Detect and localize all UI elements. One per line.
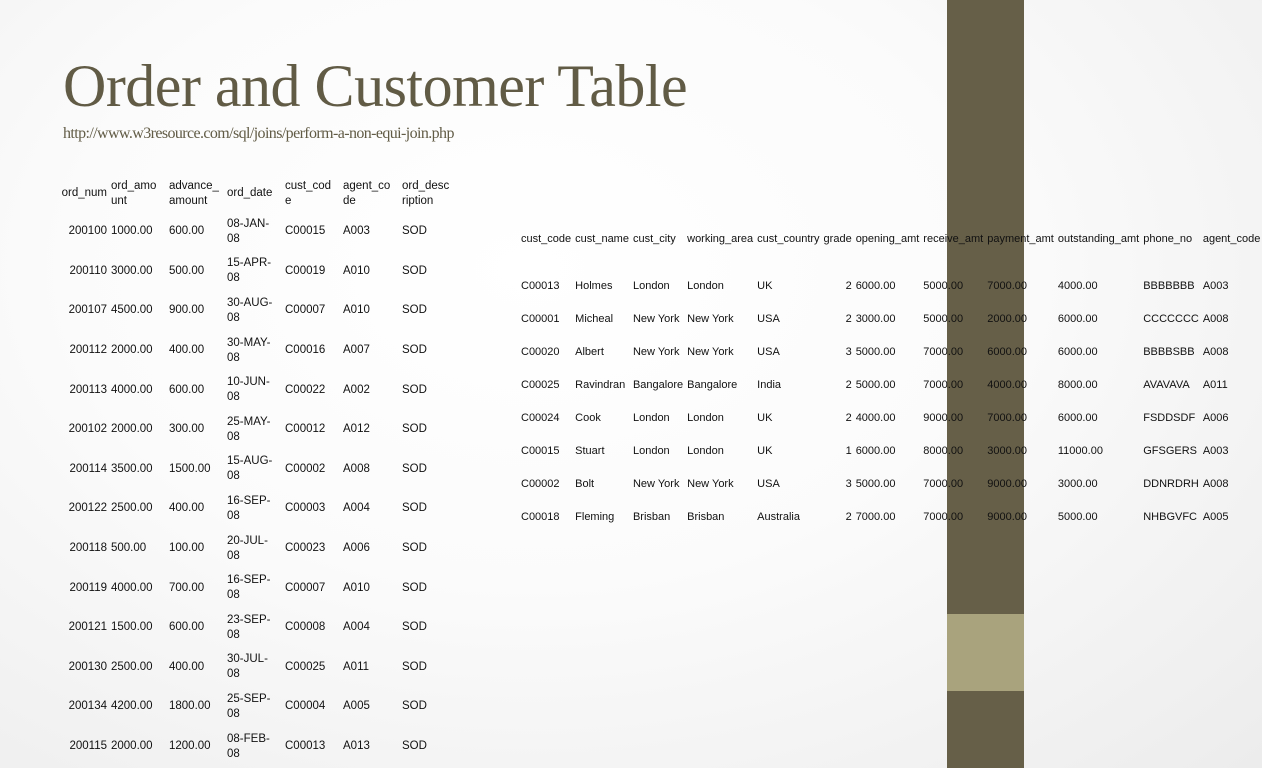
table-cell: 400.00 bbox=[169, 660, 205, 673]
table-cell: 3000.00 bbox=[855, 313, 896, 326]
order-row bbox=[50, 648, 459, 688]
table-cell: 1800.00 bbox=[169, 700, 211, 713]
table-cell: 2000.00 bbox=[111, 740, 153, 753]
table-cell: A010 bbox=[343, 264, 370, 277]
table-cell: A012 bbox=[343, 423, 370, 436]
table-cell: 5000.00 bbox=[855, 379, 896, 392]
table-cell: C00025 bbox=[521, 379, 560, 392]
table-cell: 200121 bbox=[68, 621, 107, 634]
table-cell: NHBGVFC bbox=[1143, 511, 1197, 524]
customer-table-body bbox=[519, 270, 1262, 534]
table-cell: 25-SEP-08 bbox=[227, 692, 271, 720]
table-cell: Cook bbox=[575, 412, 601, 425]
table-cell: C00015 bbox=[521, 445, 560, 458]
table-cell: 500.00 bbox=[169, 264, 205, 277]
table-cell: New York bbox=[687, 313, 734, 326]
table-cell: C00013 bbox=[521, 280, 560, 293]
order-row bbox=[50, 331, 459, 371]
table-cell: 200118 bbox=[69, 542, 107, 555]
order-row bbox=[50, 212, 459, 252]
table-cell: 6000.00 bbox=[855, 445, 896, 458]
table-cell: C00003 bbox=[285, 502, 326, 515]
table-cell: A004 bbox=[343, 621, 370, 634]
table-cell: New York bbox=[632, 313, 680, 326]
table-cell: 2 bbox=[845, 412, 852, 425]
table-cell: 8000.00 bbox=[923, 445, 964, 458]
table-cell: SOD bbox=[402, 344, 427, 357]
table-cell: C00015 bbox=[285, 225, 326, 238]
order-table-body bbox=[50, 212, 459, 766]
table-cell: 5000.00 bbox=[855, 478, 896, 491]
table-cell: London bbox=[687, 280, 724, 293]
customer-row bbox=[519, 402, 1262, 435]
table-cell: Micheal bbox=[575, 313, 614, 326]
table-cell: SOD bbox=[402, 225, 427, 238]
order-header-ord-date: ord_date bbox=[227, 187, 273, 199]
table-cell: SOD bbox=[402, 423, 427, 436]
customer-row bbox=[519, 468, 1262, 501]
table-cell: A005 bbox=[1202, 511, 1229, 524]
table-cell: 600.00 bbox=[169, 225, 205, 238]
table-cell: 2 bbox=[845, 511, 852, 524]
table-cell: 4200.00 bbox=[111, 700, 153, 713]
table-cell: A008 bbox=[343, 462, 370, 475]
table-cell: 200113 bbox=[69, 383, 107, 396]
table-cell: London bbox=[632, 280, 670, 293]
table-cell: 3 bbox=[845, 346, 852, 359]
decorative-sidebar-accent bbox=[947, 614, 1024, 691]
table-cell: Ravindran bbox=[575, 379, 626, 392]
table-cell: C00022 bbox=[285, 383, 326, 396]
table-cell: 700.00 bbox=[169, 581, 205, 594]
table-cell: USA bbox=[757, 346, 780, 359]
table-cell: London bbox=[687, 445, 724, 458]
table-cell: 7000.00 bbox=[923, 478, 964, 491]
table-cell: 9000.00 bbox=[923, 412, 964, 425]
table-cell: 4000.00 bbox=[987, 379, 1027, 392]
table-cell: SOD bbox=[402, 660, 427, 673]
table-cell: 9000.00 bbox=[987, 511, 1027, 524]
customer-header-cust-name: cust_name bbox=[575, 232, 629, 245]
table-cell: C00002 bbox=[521, 478, 560, 491]
table-cell: 600.00 bbox=[169, 383, 205, 396]
table-cell: SOD bbox=[402, 542, 427, 555]
table-cell: 200114 bbox=[69, 462, 107, 475]
customer-header-receive-amt: receive_amt bbox=[923, 232, 984, 245]
table-cell: 7000.00 bbox=[855, 511, 896, 524]
table-cell: 25-MAY-08 bbox=[227, 415, 271, 443]
table-cell: 5000.00 bbox=[1057, 511, 1098, 524]
order-row bbox=[50, 489, 459, 529]
table-cell: 1 bbox=[845, 445, 852, 458]
table-cell: C00004 bbox=[285, 700, 326, 713]
table-cell: London bbox=[687, 412, 724, 425]
customer-header-opening-amt: opening_amt bbox=[855, 232, 920, 245]
table-cell: 6000.00 bbox=[1057, 412, 1098, 425]
table-cell: A011 bbox=[343, 660, 370, 673]
table-cell: Bolt bbox=[575, 478, 595, 491]
order-header-agent-code: agent_co de bbox=[343, 179, 391, 207]
table-cell: C00025 bbox=[285, 660, 326, 673]
customer-table bbox=[519, 208, 1262, 534]
customer-row bbox=[519, 270, 1262, 303]
table-cell: 4500.00 bbox=[111, 304, 153, 317]
table-cell: 1500.00 bbox=[169, 462, 211, 475]
customer-table-header-row bbox=[519, 208, 1262, 270]
table-cell: 5000.00 bbox=[855, 346, 896, 359]
table-cell: SOD bbox=[402, 621, 427, 634]
order-table-header-row bbox=[50, 175, 459, 212]
customer-header-phone-no: phone_no bbox=[1143, 232, 1193, 245]
table-cell: 30-AUG-08 bbox=[227, 296, 273, 324]
table-cell: 2500.00 bbox=[111, 502, 153, 515]
customer-row bbox=[519, 369, 1262, 402]
table-cell: 2000.00 bbox=[987, 313, 1027, 326]
table-cell: SOD bbox=[402, 264, 427, 277]
table-cell: New York bbox=[632, 346, 680, 359]
table-cell: A004 bbox=[343, 502, 370, 515]
table-cell: Holmes bbox=[575, 280, 613, 293]
table-cell: 1500.00 bbox=[111, 621, 153, 634]
table-cell: SOD bbox=[402, 700, 427, 713]
order-row bbox=[50, 252, 459, 292]
table-cell: 23-SEP-08 bbox=[227, 613, 271, 641]
table-cell: SOD bbox=[402, 462, 427, 475]
table-cell: UK bbox=[757, 445, 773, 458]
table-cell: 16-SEP-08 bbox=[227, 574, 271, 602]
table-cell: 200119 bbox=[69, 581, 107, 594]
table-cell: A005 bbox=[343, 700, 370, 713]
table-cell: 6000.00 bbox=[1057, 313, 1098, 326]
table-cell: 200107 bbox=[68, 304, 107, 317]
order-row bbox=[50, 450, 459, 490]
table-cell: C00023 bbox=[285, 542, 326, 555]
table-cell: SOD bbox=[402, 383, 427, 396]
table-cell: BBBBBBB bbox=[1143, 280, 1195, 293]
customer-header-cust-country: cust_country bbox=[757, 232, 820, 245]
table-cell: DDNRDRH bbox=[1143, 478, 1199, 491]
table-cell: BBBBSBB bbox=[1143, 346, 1195, 359]
table-cell: 3000.00 bbox=[1057, 478, 1098, 491]
table-cell: C00008 bbox=[285, 621, 326, 634]
table-cell: 4000.00 bbox=[855, 412, 896, 425]
table-cell: CCCCCCC bbox=[1143, 313, 1199, 326]
table-cell: FSDDSDF bbox=[1143, 412, 1196, 425]
table-cell: A006 bbox=[1202, 412, 1229, 425]
table-cell: 200102 bbox=[68, 423, 107, 436]
table-cell: SOD bbox=[402, 740, 427, 753]
table-cell: C00019 bbox=[285, 264, 326, 277]
table-cell: 15-AUG-08 bbox=[227, 455, 273, 483]
table-cell: 6000.00 bbox=[1057, 346, 1098, 359]
table-cell: C00007 bbox=[285, 581, 326, 594]
table-cell: 600.00 bbox=[169, 621, 205, 634]
table-cell: A013 bbox=[343, 740, 370, 753]
table-cell: 200110 bbox=[69, 264, 107, 277]
customer-header-cust-code: cust_code bbox=[521, 232, 572, 245]
order-header-ord-num: ord_num bbox=[61, 187, 107, 199]
customer-header-working-area: working_area bbox=[687, 232, 754, 245]
table-cell: 500.00 bbox=[111, 542, 147, 555]
table-cell: SOD bbox=[402, 581, 427, 594]
table-cell: A011 bbox=[1202, 379, 1228, 392]
table-cell: 400.00 bbox=[169, 502, 205, 515]
table-cell: C00020 bbox=[521, 346, 560, 359]
table-cell: 11000.00 bbox=[1057, 445, 1103, 458]
table-cell: 2 bbox=[845, 379, 852, 392]
customer-header-payment-amt: payment_amt bbox=[987, 232, 1054, 245]
table-cell: C00013 bbox=[285, 740, 326, 753]
table-cell: A008 bbox=[1202, 346, 1229, 359]
order-row bbox=[50, 370, 459, 410]
order-header-advance-amount: advance_ amount bbox=[169, 179, 219, 207]
table-cell: New York bbox=[632, 478, 680, 491]
table-cell: A010 bbox=[343, 304, 370, 317]
table-cell: 5000.00 bbox=[923, 313, 964, 326]
table-cell: 3000.00 bbox=[987, 445, 1027, 458]
order-row bbox=[50, 568, 459, 608]
customer-row bbox=[519, 303, 1262, 336]
table-cell: Albert bbox=[575, 346, 604, 359]
table-cell: USA bbox=[757, 313, 780, 326]
customer-row bbox=[519, 501, 1262, 534]
table-cell: 200112 bbox=[69, 344, 107, 357]
table-cell: 3000.00 bbox=[111, 264, 153, 277]
table-cell: A003 bbox=[1202, 445, 1229, 458]
customer-row bbox=[519, 336, 1262, 369]
table-cell: USA bbox=[757, 478, 780, 491]
table-cell: 2500.00 bbox=[111, 660, 153, 673]
table-cell: 200130 bbox=[68, 660, 107, 673]
slide-title: Order and Customer Table bbox=[63, 53, 688, 119]
table-cell: 7000.00 bbox=[987, 280, 1027, 293]
table-cell: 7000.00 bbox=[923, 346, 964, 359]
table-cell: 8000.00 bbox=[1057, 379, 1098, 392]
table-cell: 15-APR-08 bbox=[227, 257, 272, 285]
table-cell: A008 bbox=[1202, 478, 1229, 491]
table-cell: 100.00 bbox=[169, 542, 205, 555]
table-cell: 7000.00 bbox=[923, 511, 964, 524]
table-cell: A006 bbox=[343, 542, 370, 555]
table-cell: A008 bbox=[1202, 313, 1229, 326]
customer-header-cust-city: cust_city bbox=[632, 232, 676, 245]
table-cell: C00016 bbox=[285, 344, 326, 357]
order-row bbox=[50, 410, 459, 450]
table-cell: 4000.00 bbox=[111, 581, 153, 594]
table-cell: 200134 bbox=[68, 700, 107, 713]
table-cell: 1200.00 bbox=[169, 740, 211, 753]
table-cell: New York bbox=[687, 478, 734, 491]
table-cell: 30-JUL-08 bbox=[227, 653, 268, 681]
table-cell: 3500.00 bbox=[111, 462, 153, 475]
table-cell: 2 bbox=[845, 280, 852, 293]
table-cell: Australia bbox=[757, 511, 800, 524]
order-header-ord-description: ord_desc ription bbox=[402, 179, 450, 207]
table-cell: 200100 bbox=[68, 225, 107, 238]
table-cell: 2000.00 bbox=[111, 423, 153, 436]
table-cell: 20-JUL-08 bbox=[227, 534, 268, 562]
table-cell: 5000.00 bbox=[923, 280, 964, 293]
table-cell: Bangalore bbox=[632, 379, 684, 392]
table-cell: 200122 bbox=[68, 502, 107, 515]
table-cell: 200115 bbox=[69, 740, 107, 753]
table-cell: 9000.00 bbox=[987, 478, 1027, 491]
table-cell: Brisban bbox=[632, 511, 671, 524]
table-cell: AVAVAVA bbox=[1143, 379, 1190, 392]
table-cell: C00018 bbox=[521, 511, 560, 524]
order-row bbox=[50, 727, 459, 767]
table-cell: C00024 bbox=[521, 412, 560, 425]
table-cell: C00002 bbox=[285, 462, 326, 475]
table-cell: 400.00 bbox=[169, 344, 205, 357]
table-cell: 900.00 bbox=[169, 304, 205, 317]
table-cell: Stuart bbox=[575, 445, 605, 458]
order-row bbox=[50, 687, 459, 727]
table-cell: UK bbox=[757, 412, 773, 425]
customer-header-grade: grade bbox=[823, 232, 852, 245]
table-cell: Brisban bbox=[687, 511, 725, 524]
table-cell: Bangalore bbox=[687, 379, 738, 392]
table-cell: 7000.00 bbox=[923, 379, 964, 392]
table-cell: A002 bbox=[343, 383, 370, 396]
table-cell: 2 bbox=[845, 313, 852, 326]
table-cell: A007 bbox=[343, 344, 370, 357]
table-cell: 4000.00 bbox=[1057, 280, 1098, 293]
table-cell: C00012 bbox=[285, 423, 326, 436]
order-header-ord-amount: ord_amo unt bbox=[111, 179, 157, 207]
customer-header-outstanding-amt: outstanding_amt bbox=[1057, 232, 1140, 245]
table-cell: 1000.00 bbox=[111, 225, 153, 238]
table-cell: C00007 bbox=[285, 304, 326, 317]
table-cell: 30-MAY-08 bbox=[227, 336, 271, 364]
table-cell: GFSGERS bbox=[1143, 445, 1198, 458]
table-cell: SOD bbox=[402, 502, 427, 515]
source-url: http://www.w3resource.com/sql/joins/perform-a-non-equi-join.php bbox=[63, 125, 454, 142]
table-cell: A010 bbox=[343, 581, 370, 594]
table-cell: 3 bbox=[845, 478, 852, 491]
table-cell: 4000.00 bbox=[111, 383, 153, 396]
table-cell: India bbox=[757, 379, 782, 392]
order-header-cust-code: cust_cod e bbox=[285, 179, 332, 207]
order-row bbox=[50, 291, 459, 331]
table-cell: A003 bbox=[1202, 280, 1229, 293]
customer-row bbox=[519, 435, 1262, 468]
table-cell: London bbox=[632, 412, 670, 425]
table-cell: SOD bbox=[402, 304, 427, 317]
table-cell: 7000.00 bbox=[987, 412, 1027, 425]
table-cell: 2000.00 bbox=[111, 344, 153, 357]
table-cell: New York bbox=[687, 346, 734, 359]
order-row bbox=[50, 608, 459, 648]
table-cell: London bbox=[632, 445, 670, 458]
table-cell: 08-JAN-08 bbox=[227, 217, 270, 245]
customer-header-agent-code: agent_code bbox=[1202, 232, 1261, 245]
table-cell: 10-JUN-08 bbox=[227, 376, 270, 404]
table-cell: A003 bbox=[343, 225, 370, 238]
order-row bbox=[50, 529, 459, 569]
table-cell: C00001 bbox=[521, 313, 560, 326]
order-table bbox=[50, 175, 459, 766]
table-cell: 6000.00 bbox=[987, 346, 1027, 359]
table-cell: 16-SEP-08 bbox=[227, 494, 271, 522]
table-cell: Fleming bbox=[575, 511, 615, 524]
table-cell: 08-FEB-08 bbox=[227, 732, 270, 760]
table-cell: 300.00 bbox=[169, 423, 205, 436]
table-cell: UK bbox=[757, 280, 773, 293]
table-cell: 6000.00 bbox=[855, 280, 896, 293]
